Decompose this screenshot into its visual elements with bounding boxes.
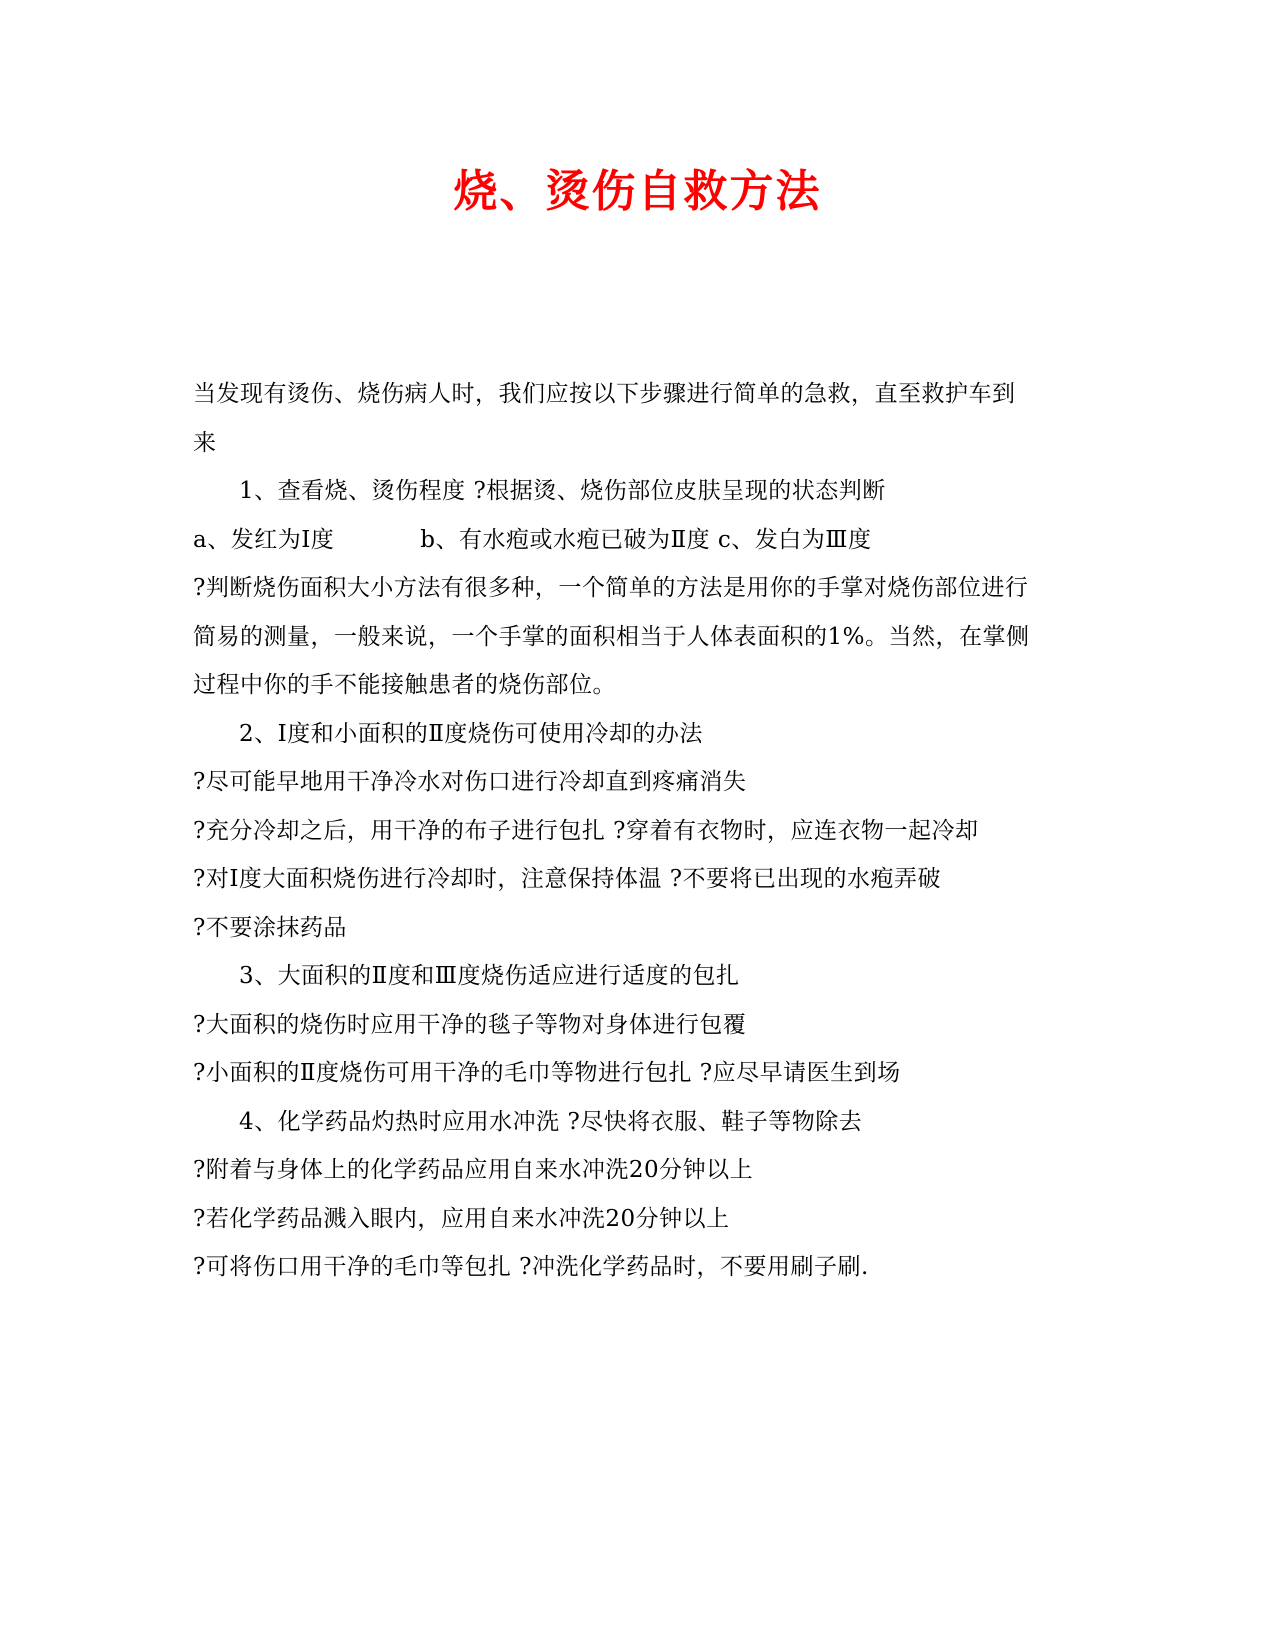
body-line: a、发红为Ⅰ度 b、有水疱或水疱已破为Ⅱ度 c、发白为Ⅲ度: [193, 526, 872, 553]
body-line: ?若化学药品溅入眼内，应用自来水冲洗20分钟以上: [193, 1205, 730, 1232]
body-line: 来: [193, 429, 217, 456]
body-line: 当发现有烫伤、烧伤病人时，我们应按以下步骤进行简单的急救，直至救护车到: [193, 381, 1016, 407]
body-line: ?可将伤口用干净的毛巾等包扎 ?冲洗化学药品时，不要用刷子刷.: [193, 1254, 869, 1280]
body-line: 简易的测量，一般来说，一个手掌的面积相当于人体表面积的1%。当然，在掌侧: [193, 623, 1030, 650]
body-line: ?判断烧伤面积大小方法有很多种，一个简单的方法是用你的手掌对烧伤部位进行: [193, 575, 1029, 601]
body-line: 4、化学药品灼热时应用水冲洗 ?尽快将衣服、鞋子等物除去: [239, 1108, 863, 1135]
body-line: 1、查看烧、烫伤程度 ?根据烫、烧伤部位皮肤呈现的状态判断: [239, 478, 886, 504]
body-line: ?尽可能早地用干净冷水对伤口进行冷却直到疼痛消失: [193, 769, 747, 795]
body-line: ?对Ⅰ度大面积烧伤进行冷却时，注意保持体温 ?不要将已出现的水疱弄破: [193, 866, 942, 892]
body-line: 2、Ⅰ度和小面积的Ⅱ度烧伤可使用冷却的办法: [239, 720, 703, 747]
body-line: ?不要涂抹药品: [193, 914, 347, 941]
document-title: 烧、烫伤自救方法: [453, 166, 822, 217]
body-line: ?附着与身体上的化学药品应用自来水冲洗20分钟以上: [193, 1157, 754, 1183]
body-line: ?充分冷却之后，用干净的布子进行包扎 ?穿着有衣物时，应连衣物一起冷却: [193, 817, 979, 844]
document-body: [193, 370, 1093, 1292]
body-line: ?大面积的烧伤时应用干净的毯子等物对身体进行包覆: [193, 1011, 747, 1038]
body-line: ?小面积的Ⅱ度烧伤可用干净的毛巾等物进行包扎 ?应尽早请医生到场: [193, 1060, 901, 1086]
body-line: 3、大面积的Ⅱ度和Ⅲ度烧伤适应进行适度的包扎: [239, 963, 740, 989]
body-line: 过程中你的手不能接触患者的烧伤部位。: [193, 672, 616, 698]
